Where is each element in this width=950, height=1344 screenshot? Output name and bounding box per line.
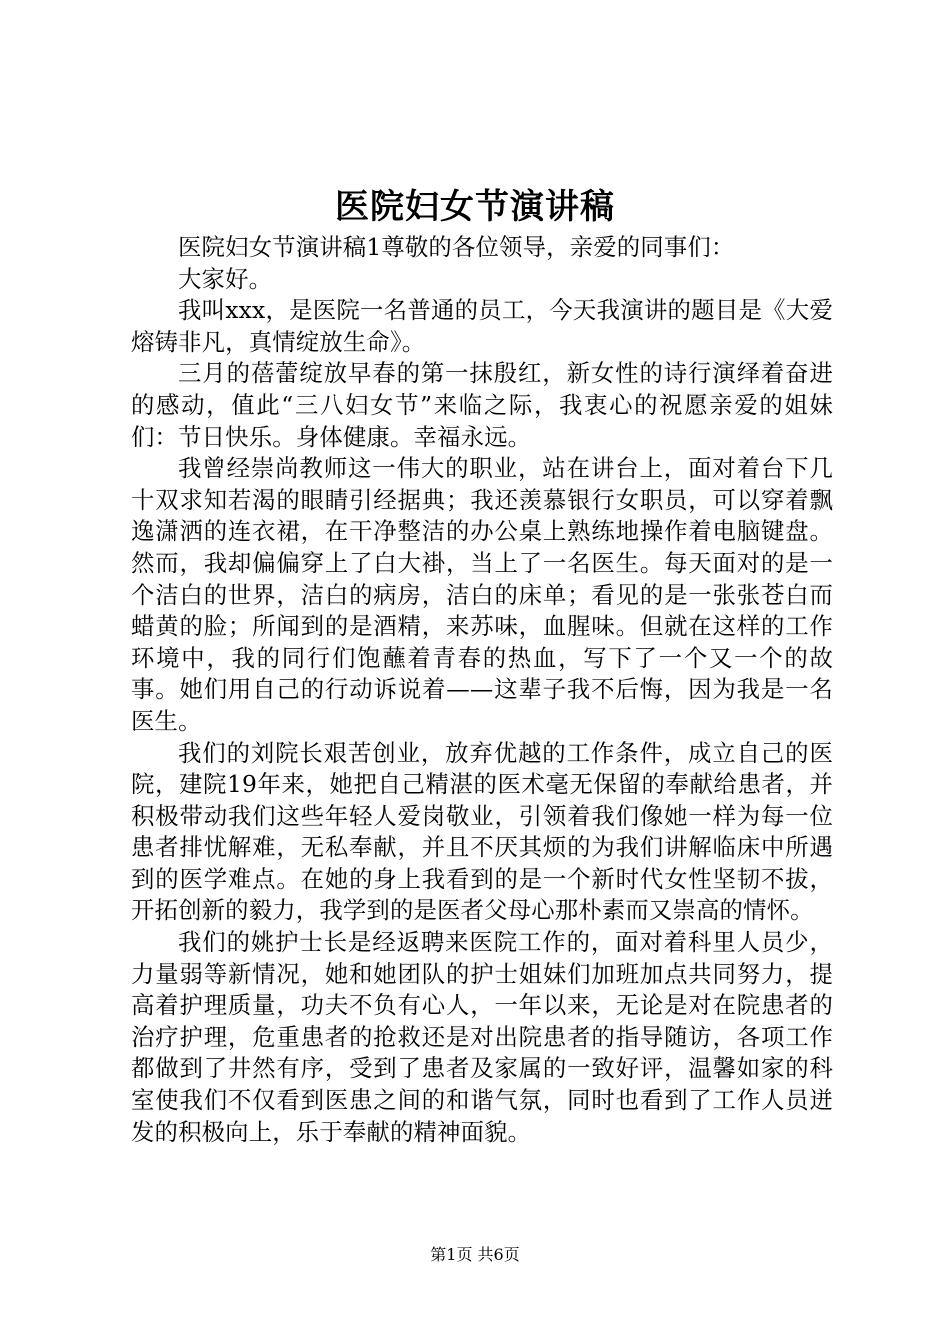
paragraph-dean: 我们的刘院长艰苦创业，放弃优越的工作条件，成立自己的医院，建院19年来，她把自己精湛的医术毫无保留的奉献给患者，并积极带动我们这些年轻人爱岗敬业，引领着我们像她一样为每一位患者排忧解难，无私奉献，并且不厌其烦的为我们讲解临床中所遇到的医学难点。在她的身上我看到的是一个新时代女性坚韧不拔，开拓创新的毅力，我学到的是医者父母心那朴素而又崇高的情怀。 <box>131 738 833 925</box>
document-title: 医院妇女节演讲稿 <box>335 187 615 227</box>
paragraph-wishes: 三月的蓓蕾绽放早春的第一抹殷红，新女性的诗行演绎着奋进的感动，值此“三八妇女节”来临之际，我衷心的祝愿亲爱的姐妹们：节日快乐。身体健康。幸福永远。 <box>131 359 833 451</box>
paragraph-intro: 我叫xxx，是医院一名普通的员工，今天我演讲的题目是《大爱熔铸非凡，真情绽放生命》。 <box>131 296 833 356</box>
document-body <box>131 232 833 1148</box>
paragraph-greeting: 医院妇女节演讲稿1尊敬的各位领导，亲爱的同事们： <box>178 233 735 261</box>
paragraph-head-nurse: 我们的姚护士长是经返聘来医院工作的，面对着科里人员少，力量弱等新情况，她和她团队的护士姐妹们加班加点共同努力，提高着护理质量，功夫不负有心人，一年以来，无论是对在院患者的治疗护理，危重患者的抢救还是对出院患者的指导随访，各项工作都做到了井然有序，受到了患者及家属的一致好评，温馨如家的科室使我们不仅看到医患之间的和谐气氛，同时也看到了工作人员迸发的积极向上，乐于奉献的精神面貌。 <box>131 928 833 1146</box>
page-number: 第1页 共6页 <box>430 1245 520 1264</box>
paragraph-hello: 大家好。 <box>178 264 273 293</box>
paragraph-career: 我曾经崇尚教师这一伟大的职业，站在讲台上，面对着台下几十双求知若渴的眼睛引经据典；我还羡慕银行女职员，可以穿着飘逸潇洒的连衣裙，在干净整洁的办公桌上熟练地操作着电脑键盘。然而，我却偏偏穿上了白大褂，当上了一名医生。每天面对的是一个洁白的世界，洁白的病房，洁白的床单；看见的是一张张苍白而蜡黄的脸；所闻到的是酒精，来苏味，血腥味。但就在这样的工作环境中，我的同行们饱蘸着青春的热血，写下了一个又一个的故事。她们用自己的行动诉说着——这辈子我不后悔，因为我是一名医生。 <box>131 454 833 735</box>
